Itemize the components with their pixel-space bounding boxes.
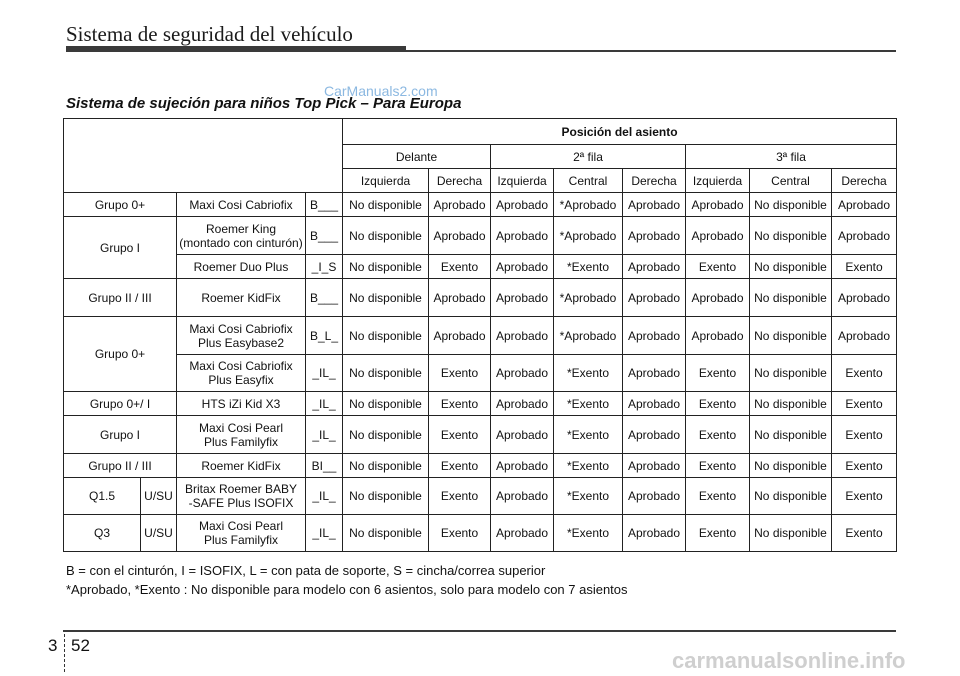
- value-cell: *Aprobado: [554, 279, 623, 317]
- value-cell: Exento: [429, 255, 491, 279]
- footnote-asterisk: *Aprobado, *Exento : No disponible para modelo con 6 asientos, solo para modelo con 7 asientos: [66, 582, 628, 597]
- value-cell: Aprobado: [491, 478, 554, 515]
- table-row: [64, 279, 897, 317]
- page-divider: [63, 630, 896, 632]
- value-cell: Aprobado: [623, 355, 686, 392]
- value-cell: No disponible: [343, 478, 429, 515]
- value-cell: No disponible: [750, 193, 832, 217]
- watermark-bottom: carmanualsonline.info: [672, 648, 906, 673]
- value-cell: Aprobado: [623, 515, 686, 552]
- model-cell: Roemer King (montado con cinturón): [177, 217, 306, 255]
- value-cell: Aprobado: [491, 355, 554, 392]
- model-cell: Maxi Cosi Pearl Plus Familyfix: [177, 515, 306, 552]
- column-header: Derecha: [832, 169, 897, 193]
- value-cell: Exento: [686, 392, 750, 416]
- value-cell: *Exento: [554, 515, 623, 552]
- value-cell: Exento: [429, 392, 491, 416]
- child-seat-table: [63, 118, 897, 552]
- group-cell: Grupo II / III: [64, 454, 177, 478]
- value-cell: Exento: [686, 454, 750, 478]
- page-number: 52: [71, 636, 90, 655]
- value-cell: *Exento: [554, 454, 623, 478]
- code-cell: B_L_: [306, 317, 343, 355]
- value-cell: Aprobado: [686, 193, 750, 217]
- value-cell: No disponible: [750, 515, 832, 552]
- value-cell: No disponible: [750, 454, 832, 478]
- group-header-row3: 3ª fila: [686, 145, 897, 169]
- model-cell: Roemer Duo Plus: [177, 255, 306, 279]
- value-cell: Aprobado: [429, 217, 491, 255]
- column-header: Derecha: [623, 169, 686, 193]
- page-section-number: 3: [48, 636, 58, 655]
- value-cell: Aprobado: [429, 279, 491, 317]
- code-cell: _IL_: [306, 515, 343, 552]
- code-cell: _IL_: [306, 416, 343, 454]
- code-cell: B___: [306, 279, 343, 317]
- watermark-top: CarManuals2.com: [324, 83, 438, 99]
- value-cell: Exento: [832, 255, 897, 279]
- value-cell: No disponible: [750, 317, 832, 355]
- code-cell: B___: [306, 193, 343, 217]
- value-cell: Aprobado: [623, 392, 686, 416]
- value-cell: Exento: [832, 416, 897, 454]
- group-cell: Grupo 0+: [64, 193, 177, 217]
- page-number-separator: [64, 634, 66, 672]
- code-cell: BI__: [306, 454, 343, 478]
- value-cell: Aprobado: [491, 279, 554, 317]
- value-cell: Aprobado: [832, 217, 897, 255]
- model-cell: Maxi Cosi Cabriofix: [177, 193, 306, 217]
- value-cell: Aprobado: [491, 454, 554, 478]
- table-row: [64, 193, 897, 217]
- header-rule: [406, 50, 896, 52]
- value-cell: No disponible: [750, 217, 832, 255]
- value-cell: Exento: [832, 478, 897, 515]
- group-header-front: Delante: [343, 145, 491, 169]
- table-row: [64, 515, 897, 552]
- value-cell: *Exento: [554, 478, 623, 515]
- value-cell: Exento: [429, 454, 491, 478]
- header-bar: [66, 46, 406, 52]
- subgroup-cell: U/SU: [141, 515, 177, 552]
- value-cell: *Exento: [554, 355, 623, 392]
- position-header: Posición del asiento: [343, 119, 897, 145]
- value-cell: Exento: [832, 355, 897, 392]
- column-header: Derecha: [429, 169, 491, 193]
- value-cell: No disponible: [343, 454, 429, 478]
- model-cell: Roemer KidFix: [177, 279, 306, 317]
- value-cell: *Exento: [554, 255, 623, 279]
- value-cell: Aprobado: [623, 454, 686, 478]
- value-cell: No disponible: [750, 478, 832, 515]
- value-cell: No disponible: [343, 392, 429, 416]
- value-cell: Aprobado: [491, 515, 554, 552]
- value-cell: Aprobado: [832, 317, 897, 355]
- group-header-row2: 2ª fila: [491, 145, 686, 169]
- group-cell: Q1.5: [64, 478, 141, 515]
- model-cell: Maxi Cosi Pearl Plus Familyfix: [177, 416, 306, 454]
- subgroup-cell: U/SU: [141, 478, 177, 515]
- value-cell: No disponible: [343, 217, 429, 255]
- section-title: Sistema de sujeción para niños Top Pick – Para Europa: [66, 95, 462, 112]
- group-cell: Q3: [64, 515, 141, 552]
- column-header: Izquierda: [343, 169, 429, 193]
- value-cell: No disponible: [750, 416, 832, 454]
- value-cell: *Aprobado: [554, 317, 623, 355]
- value-cell: Aprobado: [623, 193, 686, 217]
- table-corner: [64, 119, 343, 193]
- value-cell: No disponible: [343, 416, 429, 454]
- value-cell: Aprobado: [623, 317, 686, 355]
- column-header: Central: [750, 169, 832, 193]
- code-cell: _IL_: [306, 478, 343, 515]
- table-row: [64, 416, 897, 454]
- value-cell: *Aprobado: [554, 217, 623, 255]
- value-cell: No disponible: [750, 279, 832, 317]
- group-cell: Grupo I: [64, 217, 177, 279]
- value-cell: Aprobado: [429, 193, 491, 217]
- value-cell: Aprobado: [623, 478, 686, 515]
- value-cell: Exento: [832, 454, 897, 478]
- group-cell: Grupo 0+/ I: [64, 392, 177, 416]
- value-cell: No disponible: [750, 355, 832, 392]
- value-cell: No disponible: [750, 392, 832, 416]
- value-cell: Aprobado: [623, 279, 686, 317]
- page-header-title: Sistema de seguridad del vehículo: [66, 22, 353, 46]
- value-cell: Aprobado: [491, 217, 554, 255]
- value-cell: Exento: [686, 515, 750, 552]
- value-cell: No disponible: [343, 279, 429, 317]
- table-row: [64, 454, 897, 478]
- value-cell: Exento: [429, 355, 491, 392]
- value-cell: Aprobado: [491, 416, 554, 454]
- value-cell: Aprobado: [623, 416, 686, 454]
- table-row: [64, 317, 897, 355]
- value-cell: Exento: [832, 392, 897, 416]
- value-cell: Exento: [832, 515, 897, 552]
- value-cell: Aprobado: [491, 255, 554, 279]
- table-row: [64, 355, 897, 392]
- value-cell: Exento: [429, 416, 491, 454]
- value-cell: Exento: [686, 355, 750, 392]
- table-row: [64, 217, 897, 255]
- value-cell: Exento: [686, 478, 750, 515]
- code-cell: _IL_: [306, 355, 343, 392]
- table-row: [64, 255, 897, 279]
- value-cell: No disponible: [343, 317, 429, 355]
- group-cell: Grupo 0+: [64, 317, 177, 392]
- value-cell: Aprobado: [686, 217, 750, 255]
- value-cell: Exento: [686, 416, 750, 454]
- value-cell: Aprobado: [686, 279, 750, 317]
- value-cell: Aprobado: [491, 193, 554, 217]
- model-cell: Maxi Cosi Cabriofix Plus Easyfix: [177, 355, 306, 392]
- value-cell: Aprobado: [429, 317, 491, 355]
- value-cell: Aprobado: [832, 279, 897, 317]
- value-cell: *Exento: [554, 392, 623, 416]
- model-cell: HTS iZi Kid X3: [177, 392, 306, 416]
- value-cell: *Aprobado: [554, 193, 623, 217]
- column-header: Izquierda: [686, 169, 750, 193]
- value-cell: No disponible: [343, 515, 429, 552]
- code-cell: _I_S: [306, 255, 343, 279]
- table-row: [64, 478, 897, 515]
- value-cell: Aprobado: [832, 193, 897, 217]
- code-cell: B___: [306, 217, 343, 255]
- footnote-legend: B = con el cinturón, I = ISOFIX, L = con pata de soporte, S = cincha/correa superior: [66, 563, 546, 578]
- model-cell: Maxi Cosi Cabriofix Plus Easybase2: [177, 317, 306, 355]
- value-cell: *Exento: [554, 416, 623, 454]
- value-cell: Aprobado: [491, 392, 554, 416]
- group-cell: Grupo I: [64, 416, 177, 454]
- value-cell: Exento: [429, 478, 491, 515]
- model-cell: Britax Roemer BABY -SAFE Plus ISOFIX: [177, 478, 306, 515]
- value-cell: No disponible: [343, 355, 429, 392]
- value-cell: Aprobado: [623, 217, 686, 255]
- table-row: [64, 392, 897, 416]
- value-cell: Aprobado: [686, 317, 750, 355]
- value-cell: Aprobado: [623, 255, 686, 279]
- value-cell: Exento: [429, 515, 491, 552]
- value-cell: No disponible: [343, 193, 429, 217]
- column-header: Izquierda: [491, 169, 554, 193]
- code-cell: _IL_: [306, 392, 343, 416]
- value-cell: Exento: [686, 255, 750, 279]
- column-header: Central: [554, 169, 623, 193]
- value-cell: Aprobado: [491, 317, 554, 355]
- value-cell: No disponible: [343, 255, 429, 279]
- value-cell: No disponible: [750, 255, 832, 279]
- model-cell: Roemer KidFix: [177, 454, 306, 478]
- group-cell: Grupo II / III: [64, 279, 177, 317]
